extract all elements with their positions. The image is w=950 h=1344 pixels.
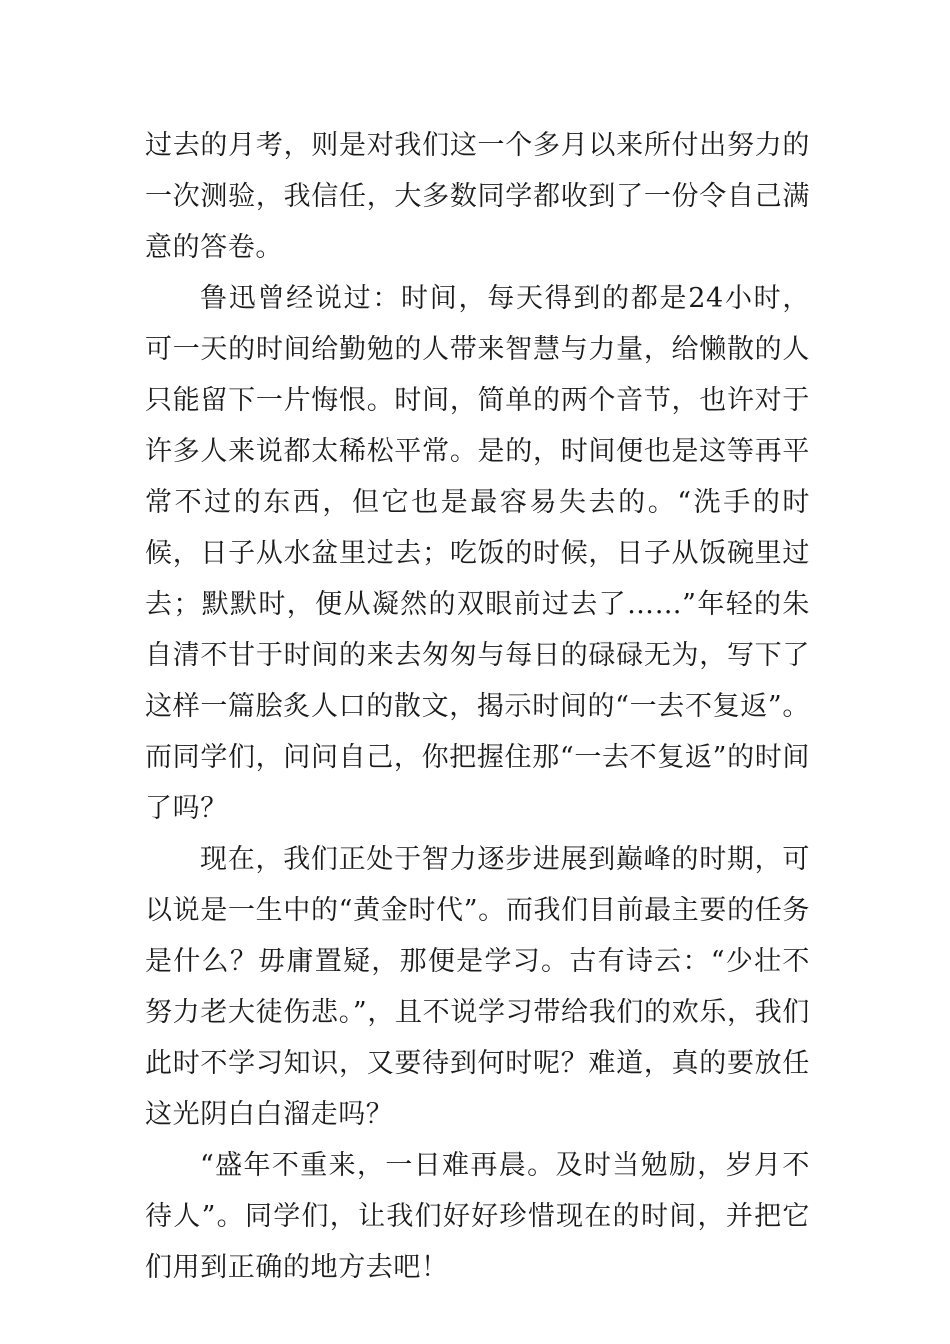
paragraph-2: 鲁迅曾经说过：时间，每天得到的都是24小时，可一天的时间给勤勉的人带来智慧与力量，给懒散的人只能留下一片悔恨。时间，简单的两个音节，也许对于许多人来说都太稀松平常。是的，时间便也是这等再平常不过的东西，但它也是最容易失去的。“洗手的时候，日子从水盆里过去；吃饭的时候，日子从饭碗里过去；默默时，便从凝然的双眼前过去了……”年轻的朱自清不甘于时间的来去匆匆与每日的碌碌无为，写下了这样一篇脍炙人口的散文，揭示时间的“一去不复返”。而同学们，问问自己，你把握住那“一去不复返”的时间了吗？ — [145, 283, 810, 824]
paragraph-3: 现在，我们正处于智力逐步进展到巅峰的时期，可以说是一生中的“黄金时代”。而我们目前最主要的任务是什么？毋庸置疑，那便是学习。古有诗云：“少壮不努力老大徒伤悲。”，且不说学习带给我们的欢乐，我们此时不学习知识，又要待到何时呢？难道，真的要放任这光阴白白溜走吗？ — [145, 844, 810, 1130]
paragraph-4: “盛年不重来，一日难再晨。及时当勉励，岁月不待人”。同学们，让我们好好珍惜现在的时间，并把它们用到正确的地方去吧！ — [145, 1150, 810, 1283]
paragraph-1: 过去的月考，则是对我们这一个多月以来所付出努力的一次测验，我信任，大多数同学都收到了一份令自己满意的答卷。 — [145, 130, 810, 263]
document-body — [145, 120, 810, 1293]
